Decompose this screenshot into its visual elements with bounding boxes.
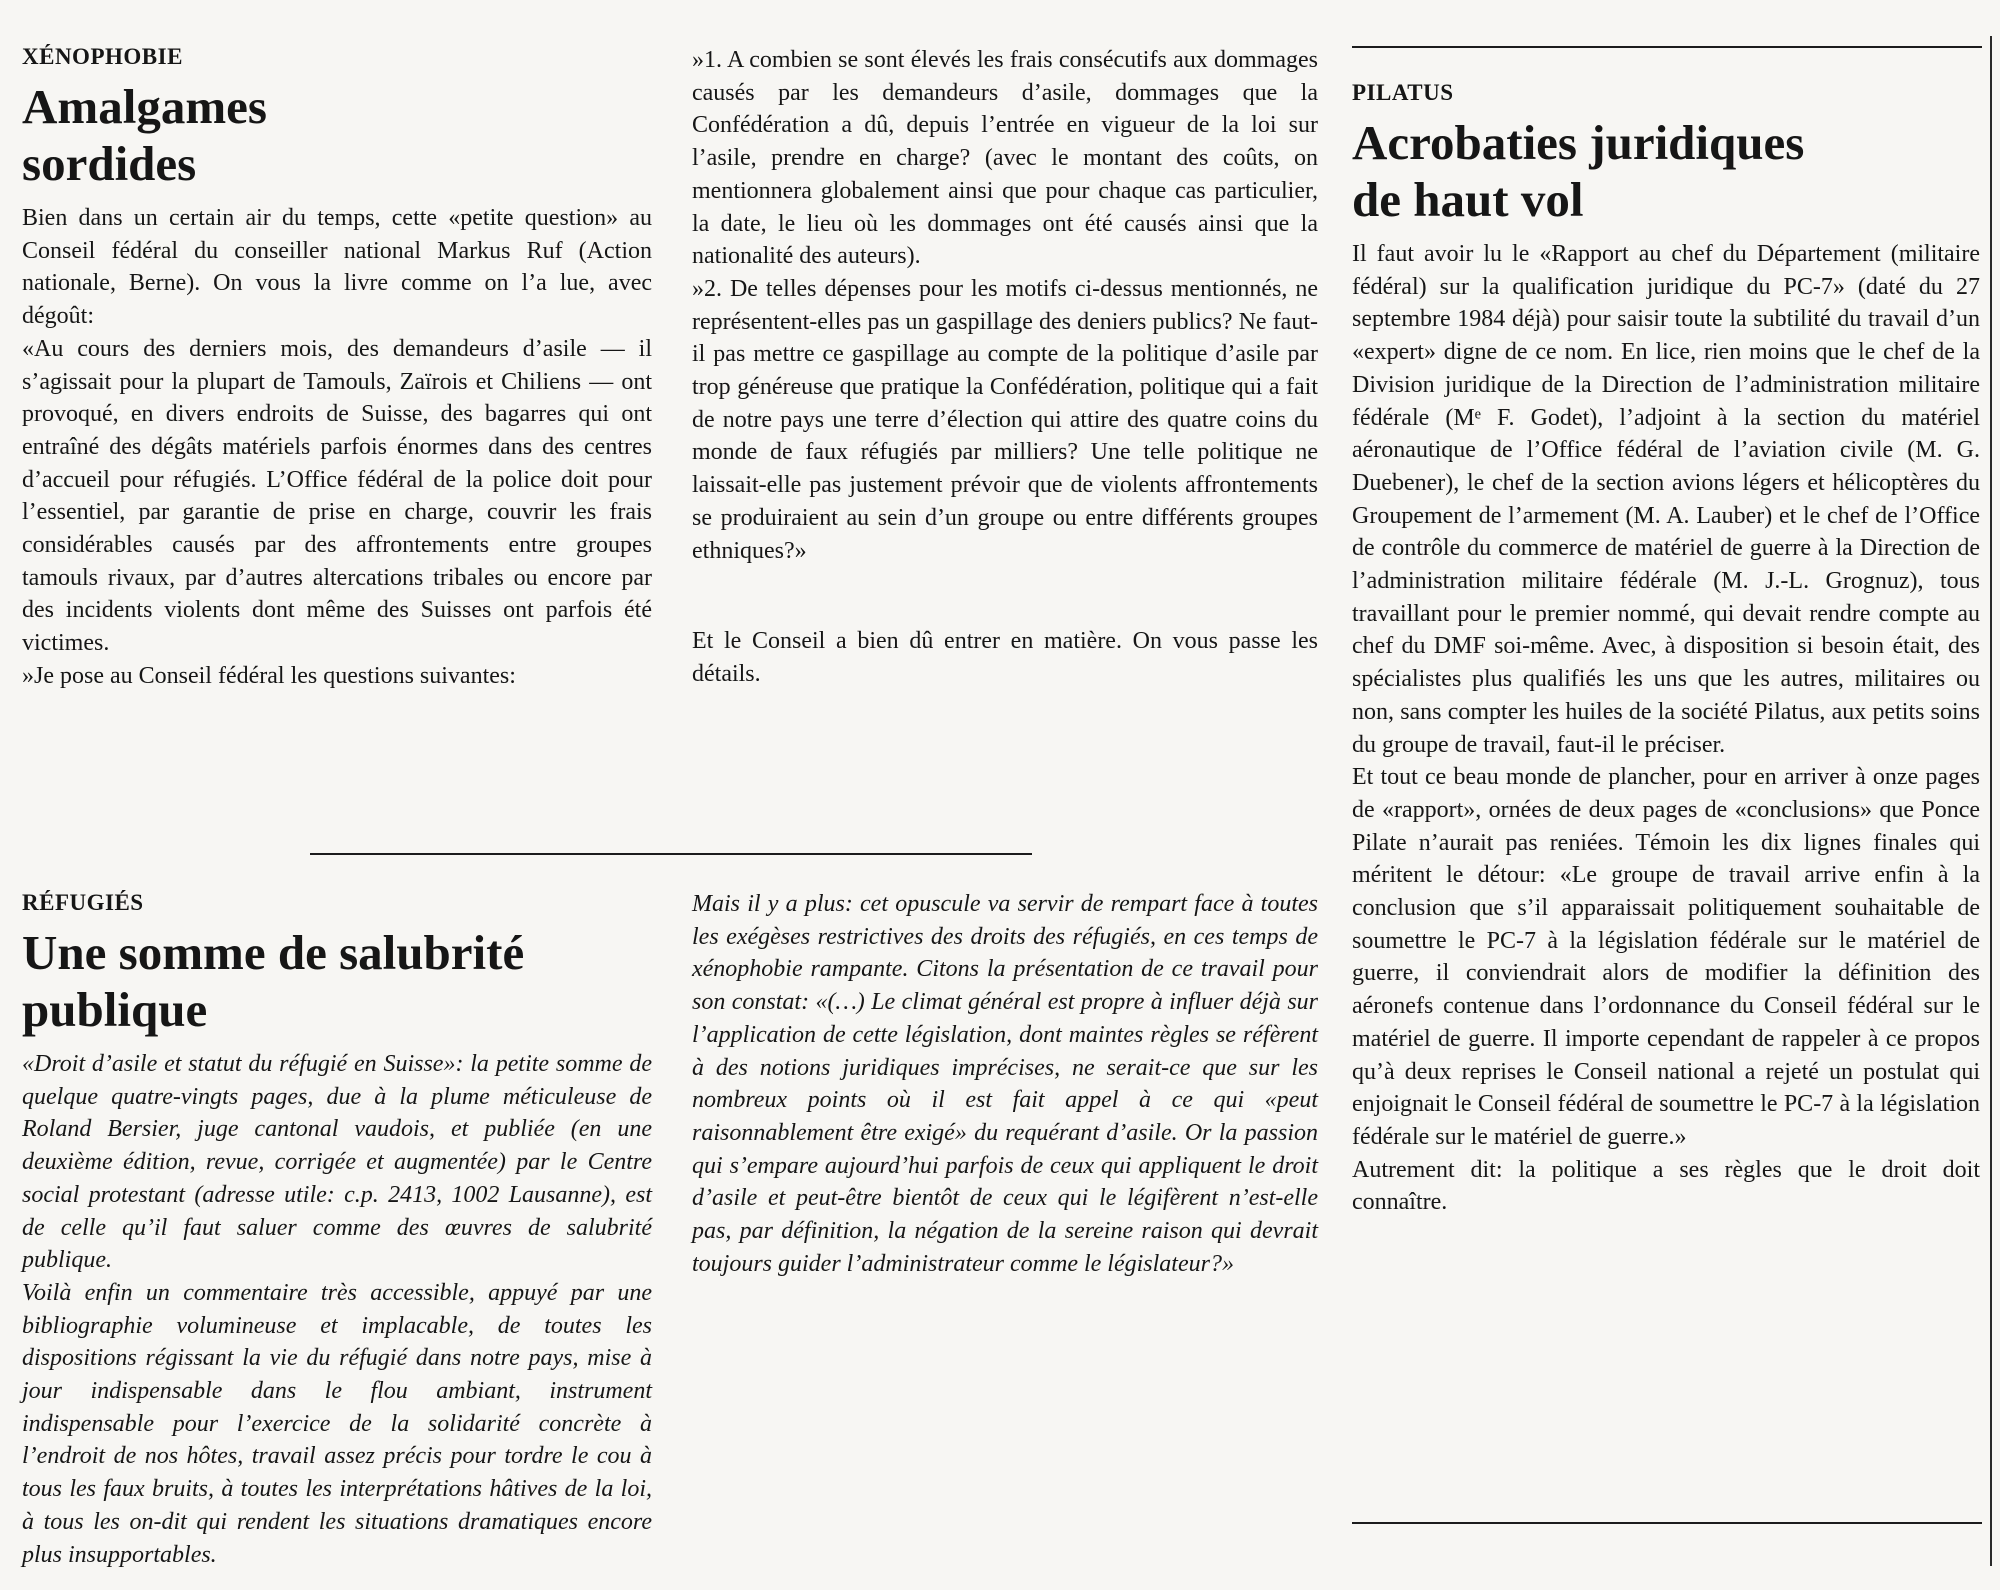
paragraph: Voilà enfin un commentaire très accessible, appuyé par une bibliographie volumineuse et implacable, de toutes les dispositions régissant la vie du réfugié dans notre pays, mise à jour indispensable dans le flou ambiant, instrument indispensable pour l’exercice de la solidarité concrète à l’endroit de nos hôtes, travail assez précis pour tordre le cou à tous les faux bruits, à toutes les interprétations hâtives de la loi, à tous les on-dit qui rendent les situations dramatiques encore plus insupportables.: [22, 1279, 652, 1568]
paragraph: »2. De telles dépenses pour les motifs ci-dessus mentionnés, ne représentent-elles pas un gaspillage des deniers publics? Ne faut-il pas mettre ce gaspillage au compte de la politique d’asile par trop généreuse que pratique la Confédération, politique qui a fait de notre pays une terre d’élection qui attire des quatre coins du monde de faux réfugiés par milliers? Une telle politique ne laissait-elle pas justement prévoir que de violents affrontements se produiraient au sein d’un groupe ou entre différents groupes ethniques?»: [692, 275, 1318, 564]
page-edge-rule: [1990, 36, 1992, 1566]
article-refugies-body-part2: [692, 888, 1318, 1280]
article-pilatus-kicker: PILATUS: [1352, 80, 1454, 105]
headline-line: publique: [22, 982, 208, 1037]
paragraph: Bien dans un certain air du temps, cette «petite question» au Conseil fédéral du conseiller national Markus Ruf (Action nationale, Berne). On vous la livre comme on l’a lue, avec dégoût:: [22, 205, 652, 330]
headline-line: Amalgames: [22, 79, 267, 134]
article-pilatus-headline: [1352, 114, 1980, 228]
headline-line: de haut vol: [1352, 172, 1584, 227]
paragraph: Mais il y a plus: cet opuscule va servir de rempart face à toutes les exégèses restrictives des droits des réfugiés, en ces temps de xénophobie rampante. Citons la présentation de ce travail pour son constat: «(…) Le climat général est propre à influer déjà sur l’application de cette législation, dont maintes règles se réfèrent à des notions juridiques imprécises, ne serait-ce que sur les nombreux points où il est fait appel à ce qui «peut raisonnablement être exigé» du requérant d’asile. Or la passion qui s’empare aujourd’hui parfois de ceux qui appliquent le droit d’asile et peut-être bientôt de ceux qui le légifèrent n’est-elle pas, par définition, la négation de la sereine raison qui devrait toujours guider l’administrateur comme le législateur?»: [692, 891, 1318, 1277]
article-xenophobie-body-part1: [22, 202, 652, 693]
article-pilatus: [1352, 80, 1980, 1219]
article-refugies-col2: [692, 888, 1318, 1280]
article-xenophobie-col1: [22, 44, 652, 693]
pilatus-bottom-rule: [1352, 1522, 1982, 1524]
paragraph: Il faut avoir lu le «Rapport au chef du Département (militaire fédéral) sur la qualification juridique du PC-7» (daté du 27 septembre 1984 déjà) pour saisir toute la subtilité du travail d’un «expert» digne de ce nom. En lice, rien moins que le chef de la Division juridique de la Direction de l’administration militaire fédérale (Mᵉ F. Godet), l’adjoint à la section du matériel aéronautique de l’Office fédéral de l’aviation civile (M. G. Duebener), le chef de la section avions légers et hélicoptères du Groupement de l’armement (M. A. Lauber) et le chef de l’Office de contrôle du commerce de matériel de guerre à la Direction de l’administration militaire fédérale (M. J.-L. Grognuz), tous travaillant pour le premier nommé, qui devait rendre compte au chef du DMF soi-même. Avec, à disposition si besoin était, des spécialistes plus qualifiés les uns que les autres, militaires ou non, sans compter les huiles de la société Pilatus, aux petits soins du groupe de travail, faut-il le préciser.: [1352, 241, 1980, 758]
article-xenophobie-col2: [692, 44, 1318, 691]
article-refugies-col1: [22, 890, 652, 1568]
headline-line: Acrobaties juridiques: [1352, 115, 1805, 170]
paragraph: Et tout ce beau monde de plancher, pour en arriver à onze pages de «rapport», ornées de deux pages de «conclusions» que Ponce Pilate n’aurait pas reniées. Témoin les dix lignes finales qui méritent le détour: «Le groupe de travail arrive enfin à la conclusion que s’il apparaissait politiquement souhaitable de soumettre le PC-7 à la législation fédérale sur le matériel de guerre, il conviendrait alors de modifier la définition des aéronefs contenue dans l’ordonnance du Conseil fédéral sur le matériel de guerre. Il importe cependant de rappeler à ce propos qu’à deux reprises le Conseil national a rejeté un postulat qui enjoignait le Conseil fédéral de soumettre le PC-7 à la législation fédérale sur le matériel de guerre.»: [1352, 764, 1980, 1150]
article-refugies-kicker: RÉFUGIÉS: [22, 890, 144, 915]
article-xenophobie-headline: [22, 78, 652, 192]
article-refugies-headline: [22, 924, 652, 1038]
headline-line: sordides: [22, 136, 197, 191]
paragraph: »1. A combien se sont élevés les frais consécutifs aux dommages causés par les demandeurs d’asile, dommages que la Confédération a dû, depuis l’entrée en vigueur de la loi sur l’asile, prendre en charge? (avec le montant des coûts, on mentionnera globalement ainsi que pour chaque cas particulier, la date, le lieu où les dommages ont été causés ainsi que la nationalité des auteurs).: [692, 47, 1318, 270]
paragraph: «Au cours des derniers mois, des demandeurs d’asile — il s’agissait pour la plupart de Tamouls, Zaïrois et Chiliens — ont provoqué, en divers endroits de Suisse, des bagarres qui ont entraîné des dégâts matériels parfois énormes dans des centres d’accueil pour réfugiés. L’Office fédéral de la police doit pour l’essentiel, par garantie de prise en charge, couvrir les frais considérables causés par des affrontements entre groupes tamouls rivaux, par d’autres altercations tribales ou encore par des incidents violents dont même des Suisses ont parfois été victimes.: [22, 335, 652, 657]
article-pilatus-body: [1352, 238, 1980, 1219]
article-xenophobie-body-part2: [692, 44, 1318, 691]
paragraph: «Droit d’asile et statut du réfugié en Suisse»: la petite somme de quelque quatre-vingts pages, due à la plume méticuleuse de Roland Bersier, juge cantonal vaudois, et publiée (en une deuxième édition, revue, corrigée et augmentée) par le Centre social protestant (adresse utile: c.p. 2413, 1002 Lausanne), est de celle qu’il faut saluer comme des œuvres de salubrité publique.: [22, 1051, 652, 1274]
headline-line: Une somme de salubrité: [22, 925, 525, 980]
paragraph: »Je pose au Conseil fédéral les questions suivantes:: [22, 662, 516, 689]
section-divider: [310, 853, 1032, 855]
article-refugies-body-part1: [22, 1048, 652, 1568]
article-xenophobie-kicker: XÉNOPHOBIE: [22, 44, 183, 69]
pilatus-top-rule: [1352, 46, 1982, 48]
paragraph: Et le Conseil a bien dû entrer en matière. On vous passe les détails.: [692, 628, 1318, 687]
paragraph: Autrement dit: la politique a ses règles que le droit doit connaître.: [1352, 1156, 1980, 1216]
